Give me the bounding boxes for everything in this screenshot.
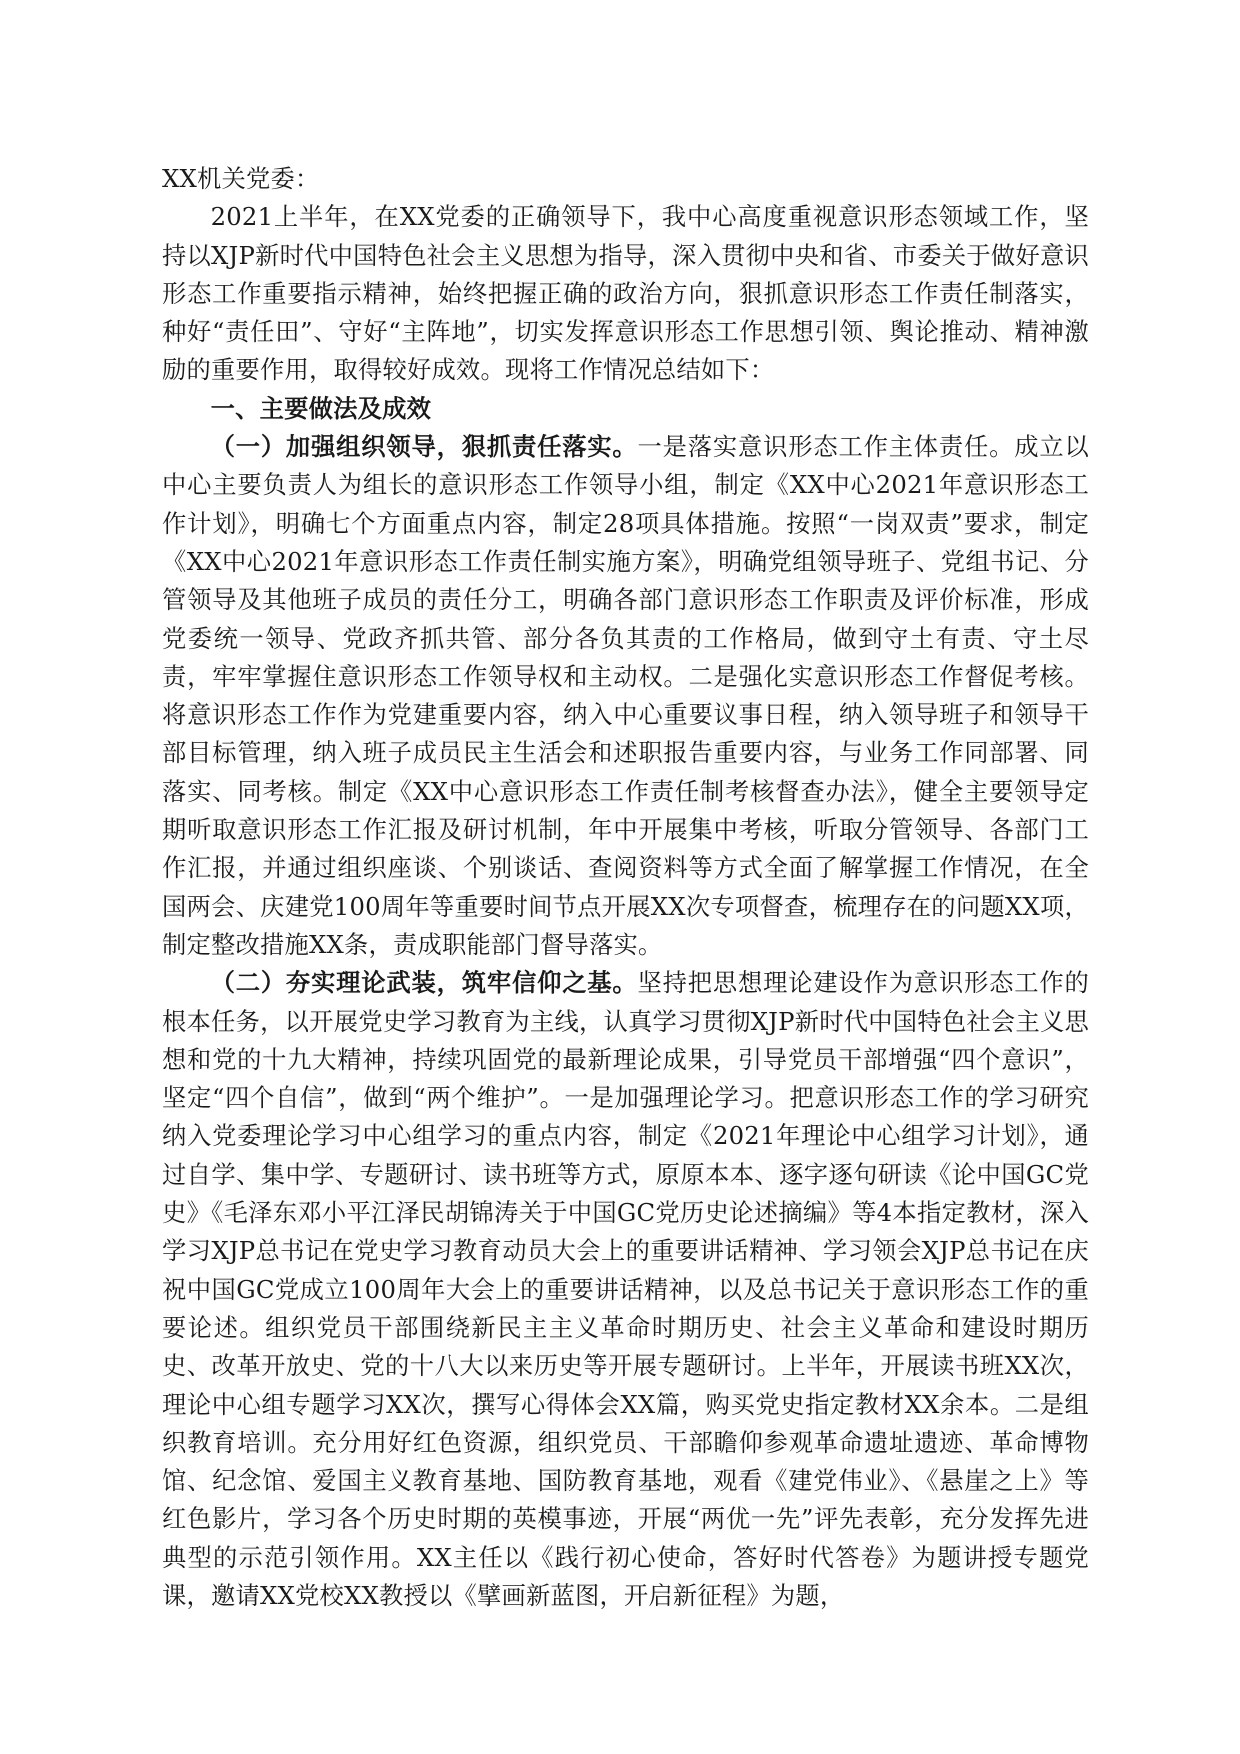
paragraph-2 [162, 964, 1089, 1615]
paragraph-1 [162, 428, 1089, 964]
paragraph-1-body: 一是落实意识形态工作主体责任。成立以中心主要负责人为组长的意识形态工作领导小组，制定《XX中心2021年意识形态工作计划》，明确七个方面重点内容，制定28项具体措施。按照“一岗双责”要求，制定《XX中心2021年意识形态工作责任制实施方案》，明确党组领导班子、党组书记、分管领导及其他班子成员的责任分工，明确各部门意识形态工作职责及评价标准，形成党委统一领导、党政齐抓共管、部分各负其责的工作格局，做到守土有责、守土尽责，牢牢掌握住意识形态工作领导权和主动权。二是强化实意识形态工作督促考核。将意识形态工作作为党建重要内容，纳入中心重要议事日程，纳入领导班子和领导干部目标管理，纳入班子成员民主生活会和述职报告重要内容，与业务工作同部署、同落实、同考核。制定《XX中心意识形态工作责任制考核督查办法》，健全主要领导定期听取意识形态工作汇报及研讨机制，年中开展集中考核，听取分管领导、各部门工作汇报，并通过组织座谈、个别谈话、查阅资料等方式全面了解掌握工作情况，在全国两会、庆建党100周年等重要时间节点开展XX次专项督查，梳理存在的问题XX项，制定整改措施XX条，责成职能部门督导落实。 [162, 432, 1089, 959]
section-heading-1: 一、主要做法及成效 [210, 393, 432, 423]
salutation: XX机关党委： [162, 164, 320, 193]
document-body [162, 160, 1089, 1615]
paragraph-2-title: （二）夯实理论武装，筑牢信仰之基。 [210, 968, 638, 998]
paragraph-2-body: 坚持把思想理论建设作为意识形态工作的根本任务，以开展党史学习教育为主线，认真学习贯彻XJP新时代中国特色社会主义思想和党的十九大精神，持续巩固党的最新理论成果，引导党员干部增强“四个意识”，坚定“四个自信”，做到“两个维护”。一是加强理论学习。把意识形态工作的学习研究纳入党委理论学习中心组学习的重点内容，制定《2021年理论中心组学习计划》，通过自学、集中学、专题研讨、读书班等方式，原原本本、逐字逐句研读《论中国GC党史》《毛泽东邓小平江泽民胡锦涛关于中国GC党历史论述摘编》等4本指定教材，深入学习XJP总书记在党史学习教育动员大会上的重要讲话精神、学习领会XJP总书记在庆祝中国GC党成立100周年大会上的重要讲话精神，以及总书记关于意识形态工作的重要论述。组织党员干部围绕新民主主义革命时期历史、社会主义革命和建设时期历史、改革开放史、党的十八大以来历史等开展专题研讨。上半年，开展读书班XX次，理论中心组专题学习XX次，撰写心得体会XX篇，购买党史指定教材XX余本。二是组织教育培训。充分用好红色资源，组织党员、干部瞻仰参观革命遗址遗迹、革命博物馆、纪念馆、爱国主义教育基地、国防教育基地，观看《建党伟业》、《悬崖之上》等红色影片，学习各个历史时期的英模事迹，开展“两优一先”评先表彰，充分发挥先进典型的示范引领作用。XX主任以《践行初心使命，答好时代答卷》为题讲授专题党课，邀请XX党校XX教授以《擘画新蓝图，开启新征程》为题， [162, 968, 1089, 1610]
intro-paragraph: 2021上半年，在XX党委的正确领导下，我中心高度重视意识形态领域工作，坚持以XJP新时代中国特色社会主义思想为指导，深入贯彻中央和省、市委关于做好意识形态工作重要指示精神，始终把握正确的政治方向，狠抓意识形态工作责任制落实，种好“责任田”、守好“主阵地”，切实发挥意识形态工作思想引领、舆论推动、精神激励的重要作用，取得较好成效。现将工作情况总结如下： [162, 202, 1089, 385]
paragraph-1-title: （一）加强组织领导，狠抓责任落实。 [210, 432, 638, 462]
